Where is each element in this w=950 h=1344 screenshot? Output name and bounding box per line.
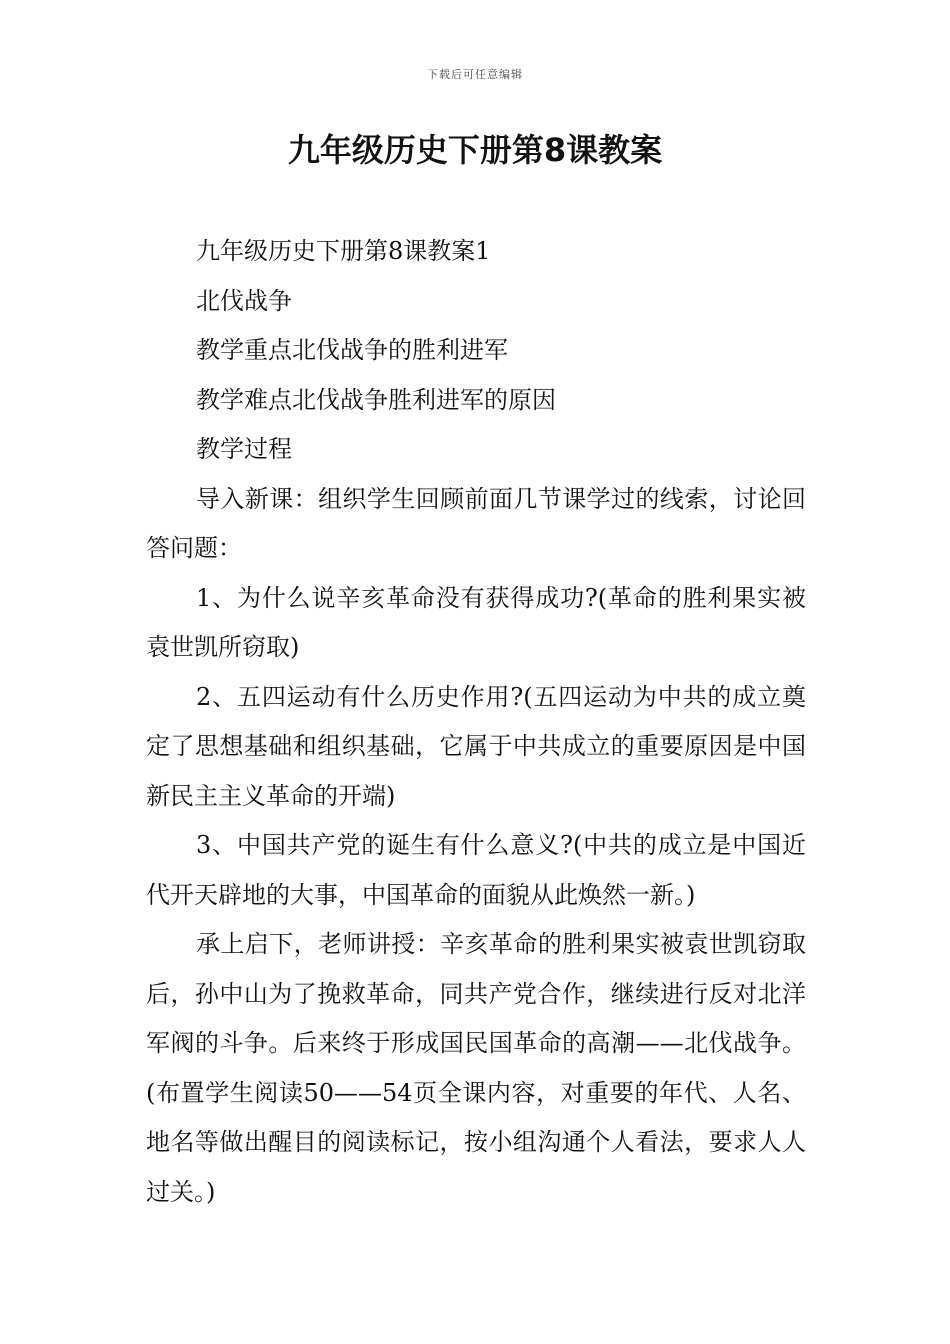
paragraph-lesson-heading: 九年级历史下册第8课教案1 [196,237,491,265]
paragraph-process: 教学过程 [196,435,292,463]
paragraph-difficulty: 教学难点北伐战争胜利进军的原因 [196,385,556,414]
paragraph-question-3: 3、中国共产党的诞生有什么意义?(中共的成立是中国近代开天辟地的大事，中国革命的面貌从此焕然一新。) [146,831,806,909]
header-note: 下载后可任意编辑 [427,68,523,81]
paragraph-question-1: 1、为什么说辛亥革命没有获得成功?(革命的胜利果实被袁世凯所窃取) [146,583,806,661]
document-body [146,227,806,1217]
paragraph-topic: 北伐战争 [196,286,292,315]
paragraph-key-point: 教学重点北伐战争的胜利进军 [196,336,508,364]
paragraph-lecture: 承上启下，老师讲授：辛亥革命的胜利果实被袁世凯窃取后，孙中山为了挽救革命，同共产党合作，继续进行反对北洋军阀的斗争。后来终于形成国民国革命的高潮——北伐战争。(布置学生阅读50——54页全课内容，对重要的年代、人名、地名等做出醒目的阅读标记，按小组沟通个人看法，要求人人过关。) [146,930,806,1206]
paragraph-intro: 导入新课：组织学生回顾前面几节课学过的线索，讨论回答问题： [146,484,806,562]
document-title: 九年级历史下册第8课教案 [287,131,663,169]
paragraph-question-2: 2、五四运动有什么历史作用?(五四运动为中共的成立奠定了思想基础和组织基础，它属于中共成立的重要原因是中国新民主主义革命的开端) [146,682,806,810]
